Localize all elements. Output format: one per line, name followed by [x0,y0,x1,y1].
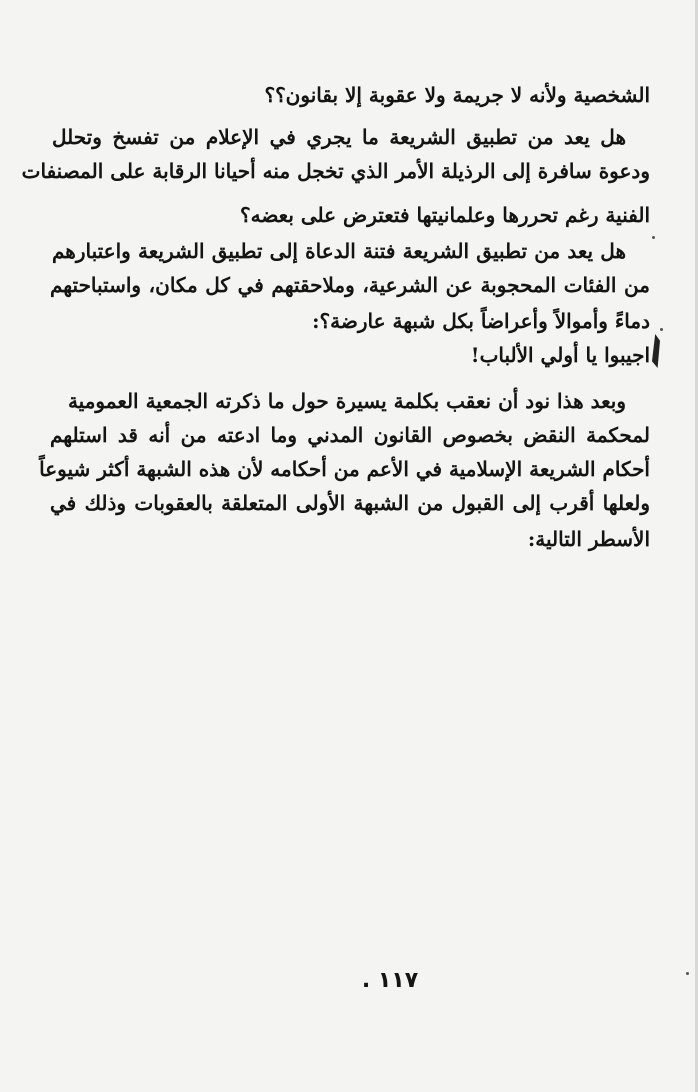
scan-speck [660,328,663,331]
text-line-10: لمحكمة النقض بخصوص القانون المدني وما ادعته من أنه قد استلهم [50,423,650,447]
text-line-7: دماءً وأموالاً وأعراضاً بكل شبهة عارضة؟: [312,309,650,333]
text-line-11: أحكام الشريعة الإسلامية في الأعم من أحكامه لأن هذه الشبهة أكثر شيوعاً [39,457,650,481]
scan-speck [652,236,655,239]
text-line-2: هل يعد من تطبيق الشريعة ما يجري في الإعلام من تفسخ وتحلل [52,125,626,149]
text-line-13: الأسطر التالية: [527,527,650,551]
text-line-3: ودعوة سافرة إلى الرذيلة الأمر الذي تخجل منه أحيانا الرقابة على المصنفات [21,159,650,183]
text-line-6: من الفئات المحجوبة عن الشرعية، وملاحقتهم في كل مكان، واستباحتهم [50,273,650,297]
page-number: ١١٧ . [361,968,419,993]
text-line-4: الفنية رغم تحررها وعلمانيتها فتعترض على بعضه؟ [239,203,650,227]
text-line-9: وبعد هذا نود أن نعقب بكلمة يسيرة حول ما ذكرته الجمعية العمومية [67,389,626,413]
margin-mark [652,334,660,368]
text-line-5: هل يعد من تطبيق الشريعة فتنة الدعاة إلى تطبيق الشريعة واعتبارهم [52,239,626,263]
text-line-1: الشخصية ولأنه لا جريمة ولا عقوبة إلا بقانون؟؟ [264,83,650,107]
scan-speck [686,972,689,975]
text-line-8: اجيبوا يا أولي الألباب! [470,343,650,367]
text-line-12: ولعلها أقرب إلى القبول من الشبهة الأولى المتعلقة بالعقوبات وذلك في [50,491,650,515]
